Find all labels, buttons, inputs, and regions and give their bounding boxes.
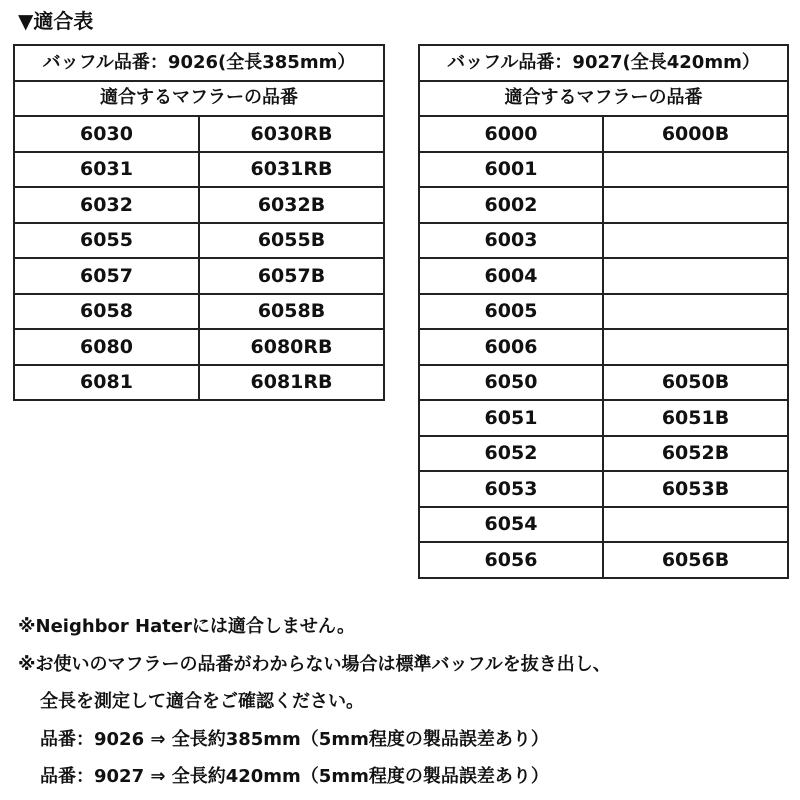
table-row (419, 329, 788, 365)
muffler-variant-code (603, 187, 788, 223)
muffler-subheader: 適合するマフラーの品番 (419, 81, 788, 117)
muffler-variant-code (603, 258, 788, 294)
table-row (14, 258, 384, 294)
table-row (14, 329, 384, 365)
muffler-variant-code: 6080RB (199, 329, 384, 365)
muffler-variant-code (603, 223, 788, 259)
muffler-variant-code: 6056B (603, 542, 788, 578)
compatibility-table-9026 (13, 44, 385, 401)
table-row (419, 152, 788, 188)
muffler-code: 6031 (14, 152, 199, 188)
muffler-code: 6055 (14, 223, 199, 259)
table-row (419, 400, 788, 436)
muffler-variant-code: 6058B (199, 294, 384, 330)
muffler-variant-code: 6081RB (199, 365, 384, 401)
muffler-code: 6058 (14, 294, 199, 330)
muffler-code: 6032 (14, 187, 199, 223)
muffler-variant-code: 6052B (603, 436, 788, 472)
muffler-code: 6003 (419, 223, 603, 259)
muffler-code: 6004 (419, 258, 603, 294)
note-length-9027: 品番：9027 ⇒ 全長約420mm（5mm程度の製品誤差あり） (40, 766, 549, 787)
note-measure: 全長を測定して適合をご確認ください。 (40, 691, 364, 712)
muffler-variant-code: 6032B (199, 187, 384, 223)
muffler-code: 6056 (419, 542, 603, 578)
table-row (419, 294, 788, 330)
muffler-code: 6002 (419, 187, 603, 223)
table-row (419, 187, 788, 223)
muffler-variant-code (603, 507, 788, 543)
muffler-variant-code: 6050B (603, 365, 788, 401)
table-row (419, 507, 788, 543)
table-row (419, 542, 788, 578)
note-incompatible: ※Neighbor Haterには適合しません。 (18, 616, 356, 637)
muffler-code: 6006 (419, 329, 603, 365)
muffler-code: 6057 (14, 258, 199, 294)
muffler-variant-code (603, 329, 788, 365)
table-row (14, 294, 384, 330)
compatibility-table-9027 (418, 44, 789, 579)
table-row (419, 116, 788, 152)
table-row (14, 116, 384, 152)
table-row (419, 365, 788, 401)
muffler-variant-code (603, 152, 788, 188)
muffler-code: 6000 (419, 116, 603, 152)
note-length-9026: 品番：9026 ⇒ 全長約385mm（5mm程度の製品誤差あり） (40, 728, 549, 750)
section-title: ▼適合表 (18, 9, 94, 33)
muffler-variant-code (603, 294, 788, 330)
muffler-variant-code: 6055B (199, 223, 384, 259)
muffler-code: 6001 (419, 152, 603, 188)
table-row (419, 471, 788, 507)
baffle-header: バッフル品番：9027(全長420mm） (419, 45, 788, 81)
muffler-variant-code: 6051B (603, 400, 788, 436)
muffler-code: 6080 (14, 329, 199, 365)
baffle-header: バッフル品番：9026(全長385mm） (14, 45, 384, 81)
table-row (419, 258, 788, 294)
muffler-code: 6030 (14, 116, 199, 152)
muffler-variant-code: 6057B (199, 258, 384, 294)
table-row (14, 187, 384, 223)
table-row (14, 152, 384, 188)
table-row (14, 223, 384, 259)
muffler-code: 6081 (14, 365, 199, 401)
muffler-subheader: 適合するマフラーの品番 (14, 81, 384, 117)
muffler-variant-code: 6000B (603, 116, 788, 152)
muffler-variant-code: 6053B (603, 471, 788, 507)
muffler-code: 6005 (419, 294, 603, 330)
note-unknown-part: ※お使いのマフラーの品番がわからない場合は標準バッフルを抜き出し、 (18, 653, 611, 675)
muffler-code: 6053 (419, 471, 603, 507)
muffler-variant-code: 6030RB (199, 116, 384, 152)
muffler-code: 6051 (419, 400, 603, 436)
muffler-code: 6054 (419, 507, 603, 543)
table-row (14, 365, 384, 401)
muffler-code: 6050 (419, 365, 603, 401)
notes-section (18, 608, 611, 796)
table-row (419, 436, 788, 472)
muffler-variant-code: 6031RB (199, 152, 384, 188)
muffler-code: 6052 (419, 436, 603, 472)
table-row (419, 223, 788, 259)
